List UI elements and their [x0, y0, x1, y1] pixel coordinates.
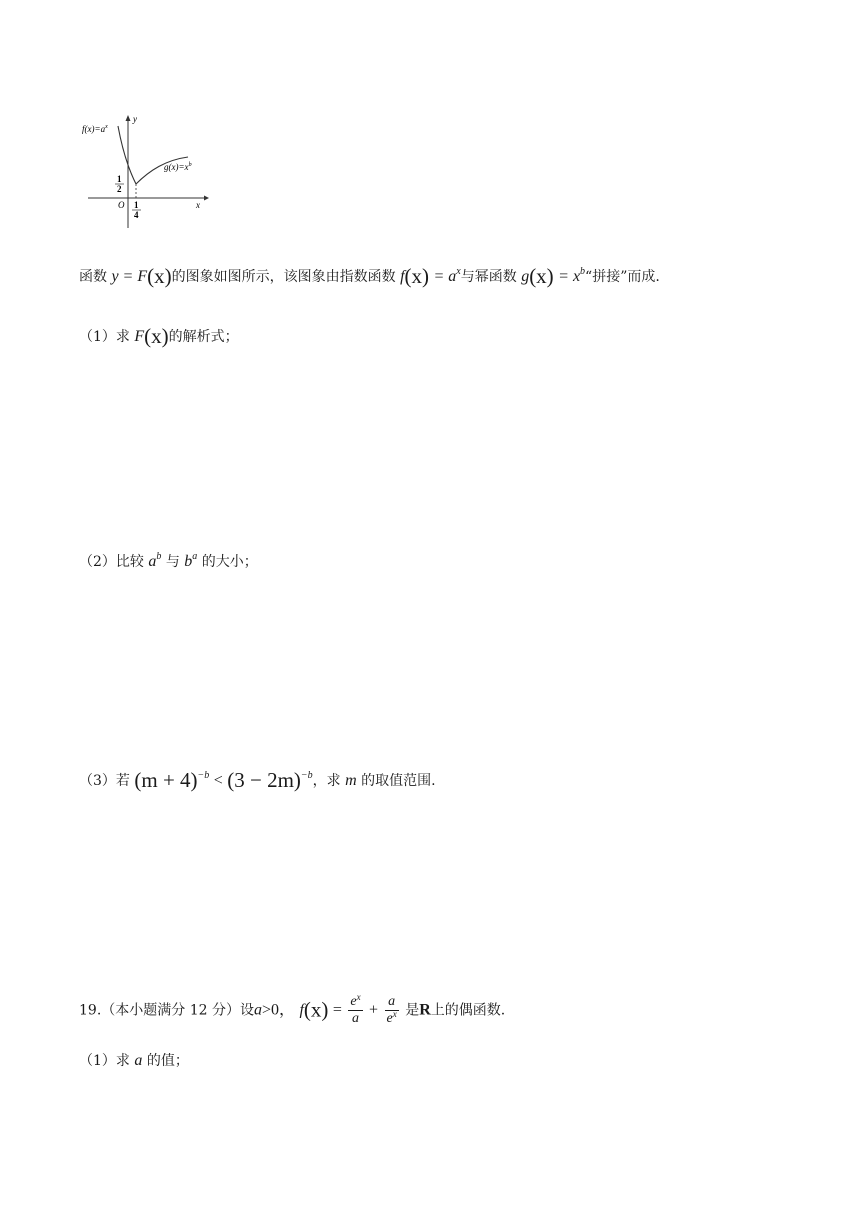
f-label: $f(x)=a^x$	[82, 124, 108, 134]
y-axis-arrow	[126, 115, 131, 121]
origin-label: O	[118, 200, 125, 210]
y-tick-numerator: 1	[117, 174, 122, 184]
question-1: （1）求 F(x)的解析式；	[79, 324, 239, 348]
y-tick-denominator: 2	[117, 184, 122, 194]
x-axis-arrow	[204, 196, 209, 201]
g-label: $g(x)=x^b$	[164, 162, 192, 172]
problem-intro: 函数 y = F(x)的图象如图所示，该图象由指数函数 $f(x) = a^x$与幂函数 $g(x) = x^b“$拼接”而成.	[79, 264, 660, 288]
x-axis-label: x	[196, 200, 200, 210]
question-2: （2）比较 $a^b$ 与 $b^a$ 的大小；	[79, 551, 258, 570]
x-tick-denominator: 4	[134, 210, 139, 220]
problem-19: 19.（本小题满分 12 分）设a>0， f(x) = $\frac{e^x}{a}$ + $\frac{a}{e^x}$ 是R上的偶函数.	[79, 992, 506, 1026]
fraction-a-over-e: $\frac{a}{e^x}$	[386, 994, 397, 1026]
question-3: （3）若 $(m + 4)^{-b} < (3 - 2m)^{-b}$，求 m 的取值范围.	[79, 768, 436, 792]
x-tick-numerator: 1	[134, 200, 139, 210]
y-axis-label: y	[133, 114, 137, 124]
problem-19-question-1: （1）求 a 的值；	[79, 1052, 189, 1069]
function-graph	[78, 112, 218, 230]
fraction-e-over-a: $\frac{e^x}{a}$	[350, 992, 361, 1026]
